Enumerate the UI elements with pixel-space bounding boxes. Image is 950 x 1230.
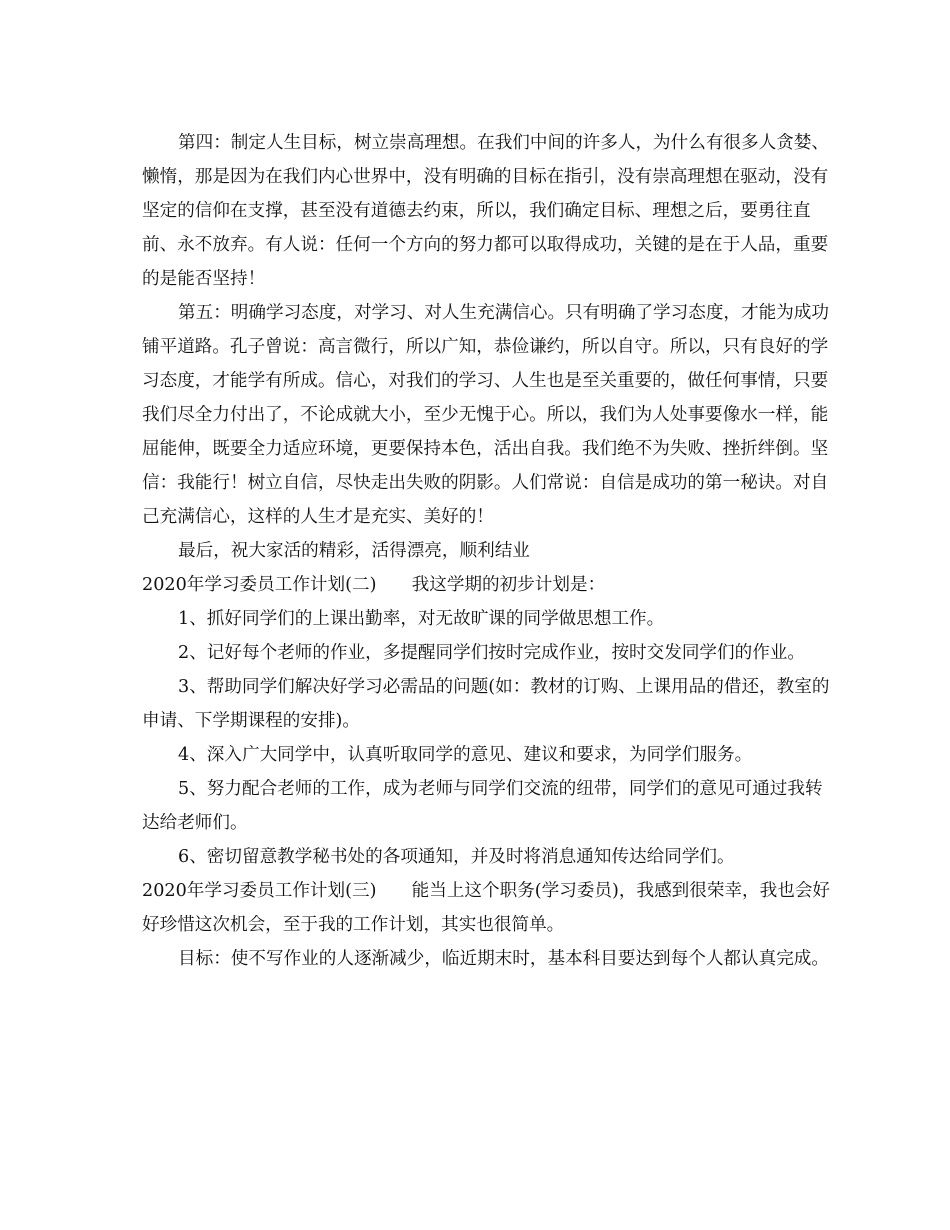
- list-item-plan-1: 1、抓好同学们的上课出勤率，对无故旷课的同学做思想工作。: [178, 609, 665, 629]
- paragraph-plan-three-heading: 2020年学习委员工作计划(三) 能当上这个职务(学习委员)，我感到很荣幸，我也会好好珍惜这次机会，至于我的工作计划，其实也很简单。: [142, 881, 831, 935]
- paragraph-study-attitude: 第五：明确学习态度，对学习、对人生充满信心。只有明确了学习态度，才能为成功铺平道路。孔子曾说：高言微行，所以广知，恭俭谦约，所以自守。所以，只有良好的学习态度，才能学有所成。信心，对我们的学习、人生也是至关重要的，做任何事情，只要我们尽全力付出了，不论成就大小，至少无愧于心。所以，我们为人处事要像水一样，能屈能伸，既要全力适应环境，更要保持本色，活出自我。我们绝不为失败、挫折绊倒。坚信：我能行！树立自信，尽快走出失败的阴影。人们常说：自信是成功的第一秘诀。对自己充满信心，这样的人生才是充实、美好的！: [142, 303, 829, 527]
- paragraph-target: 目标：使不写作业的人逐渐减少，临近期末时，基本科目要达到每个人都认真完成。: [178, 949, 829, 969]
- paragraph-closing-wish: 最后，祝大家活的精彩，活得漂亮，顺利结业: [178, 541, 530, 561]
- list-item-plan-6: 6、密切留意教学秘书处的各项通知，并及时将消息通知传达给同学们。: [178, 847, 735, 867]
- paragraph-goal-setting: 第四：制定人生目标，树立崇高理想。在我们中间的许多人，为什么有很多人贪婪、懒惰，那是因为在我们内心世界中，没有明确的目标在指引，没有崇高理想在驱动，没有坚定的信仰在支撑，甚至没有道德去约束，所以，我们确定目标、理想之后，要勇往直前、永不放弃。有人说：任何一个方向的努力都可以取得成功，关键的是在于人品，重要的是能否坚持！: [142, 133, 829, 289]
- paragraph-plan-two-heading: 2020年学习委员工作计划(二) 我这学期的初步计划是：: [142, 575, 606, 595]
- list-item-plan-4: 4、深入广大同学中，认真听取同学的意见、建议和要求，为同学们服务。: [178, 745, 753, 765]
- list-item-plan-3: 3、帮助同学们解决好学习必需品的问题(如：教材的订购、上课用品的借还，教室的申请、下学期课程的安排)。: [142, 677, 830, 731]
- document-body: [142, 126, 832, 976]
- list-item-plan-5: 5、努力配合老师的工作，成为老师与同学们交流的纽带，同学们的意见可通过我转达给老师们。: [142, 779, 823, 833]
- list-item-plan-2: 2、记好每个老师的作业，多提醒同学们按时完成作业，按时交发同学们的作业。: [178, 643, 805, 663]
